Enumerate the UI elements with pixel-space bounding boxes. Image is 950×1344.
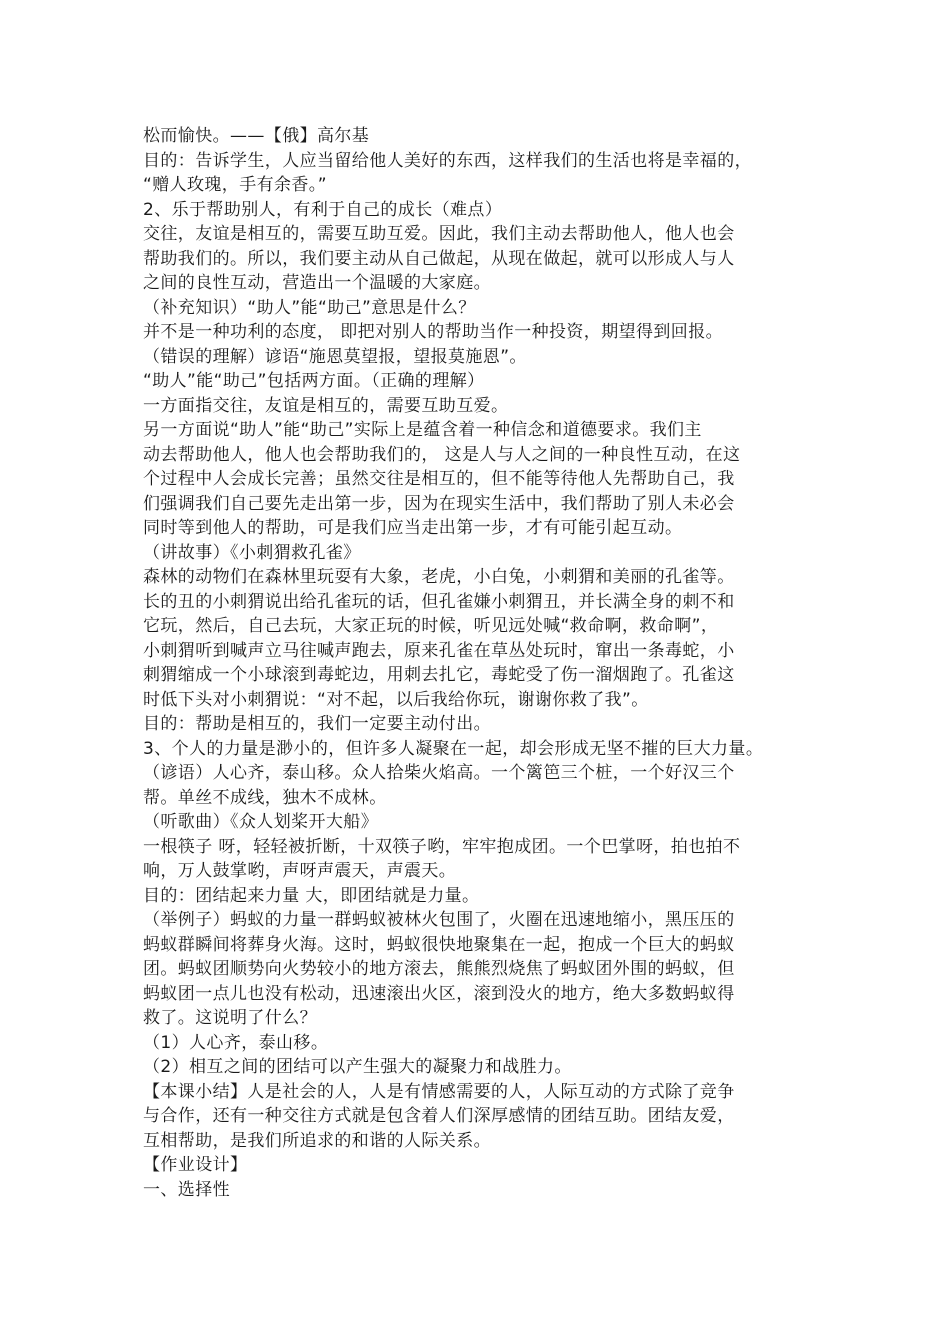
text-line: 森林的动物们在森林里玩耍有大象，老虎，小白兔，小刺猬和美丽的孔雀等。 [143, 567, 735, 587]
text-line: （听歌曲）《众人划桨开大船》 [143, 812, 379, 832]
text-line: （错误的理解）谚语“施恩莫望报，望报莫施恩”。 [143, 346, 527, 367]
text-line: 它玩，然后，自己去玩，大家正玩的时候，听见远处喊“救命啊，救命啊”， [143, 616, 719, 636]
text-line: （补充知识）“助人”能“助己”意思是什么？ [143, 297, 476, 318]
text-line: 交往，友谊是相互的，需要互助互爱。因此，我们主动去帮助他人，他人也会 [143, 224, 735, 244]
text-line: 松而愉快。——【俄】高尔基 [143, 126, 370, 146]
summary-line: 【本课小结】人是社会的人，人是有情感需要的人，人际互动的方式除了竞争 [143, 1081, 735, 1102]
text-line: 之间的良性互动，营造出一个温暖的大家庭。 [143, 273, 491, 293]
text-line: 动去帮助他人，他人也会帮助我们的， 这是人与人之间的一种良性互动，在这 [143, 444, 741, 465]
text-line: （讲故事）《小刺猬救孔雀》 [143, 542, 361, 563]
text-line: 并不是一种功利的态度， 即把对别人的帮助当作一种投资，期望得到回报。 [143, 322, 724, 342]
text-line: 目的：团结起来力量 大，即团结就是力量。 [143, 885, 480, 906]
list-item: （2）相互之间的团结可以产生强大的凝聚力和战胜力。 [143, 1057, 572, 1077]
text-line: （谚语）人心齐，泰山移。众人拾柴火焰高。一个篱笆三个桩，一个好汉三个 [143, 763, 735, 783]
section-heading: 3、个人的力量是渺小的，但许多人凝聚在一起，却会形成无坚不摧的巨大力量。 [143, 738, 764, 759]
text-line: 长的丑的小刺猬说出给孔雀玩的话，但孔雀嫌小刺猬丑，并长满全身的刺不和 [143, 591, 735, 612]
summary-line: 互相帮助，是我们所追求的和谐的人际关系。 [143, 1130, 491, 1151]
text-line: 帮。单丝不成线，独木不成林。 [143, 787, 387, 808]
text-line: 目的：告诉学生，人应当留给他人美好的东西，这样我们的生活也将是幸福的， [143, 150, 752, 171]
text-line: 一根筷子 呀，轻轻被折断，十双筷子哟，牢牢抱成团。一个巴掌呀，拍也拍不 [143, 836, 741, 857]
text-line: 另一方面说“助人”能“助己”实际上是蕴含着一种信念和道德要求。我们主 [143, 420, 702, 440]
text-line: 刺猬缩成一个小球滚到毒蛇边，用刺去扎它，毒蛇受了伤一溜烟跑了。孔雀这 [143, 665, 735, 685]
section-heading: 2、乐于帮助别人，有利于自己的成长（难点） [143, 199, 503, 220]
text-line: 一方面指交往，友谊是相互的，需要互助互爱。 [143, 395, 509, 416]
text-line: 蚂蚁团一点儿也没有松动，迅速滚出火区，滚到没火的地方，绝大多数蚂蚁得 [143, 983, 735, 1004]
text-line: 帮助我们的。所以，我们要主动从自己做起，从现在做起，就可以形成人与人 [143, 248, 735, 269]
text-line: 响，万人鼓掌哟，声呀声震天，声震天。 [143, 861, 457, 881]
text-line: 们强调我们自己要先走出第一步，因为在现实生活中，我们帮助了别人未必会 [143, 493, 735, 514]
text-line: 团。蚂蚁团顺势向火势较小的地方滚去，熊熊烈烧焦了蚂蚁团外围的蚂蚁，但 [143, 959, 735, 979]
summary-line: 与合作，还有一种交往方式就是包含着人们深厚感情的团结互助。团结友爱， [143, 1106, 735, 1126]
text-line: “助人”能“助己”包括两方面。（正确的理解） [143, 371, 485, 391]
text-line: 同时等到他人的帮助，可是我们应当走出第一步，才有可能引起互动。 [143, 518, 683, 538]
text-line: “赠人玫瑰，手有余香。” [143, 175, 327, 195]
text-line: 蚂蚁群瞬间将葬身火海。这时，蚂蚁很快地聚集在一起，抱成一个巨大的蚂蚁 [143, 934, 735, 955]
text-line: 救了。这说明了什么？ [143, 1008, 317, 1028]
document-body [143, 124, 823, 1202]
section-heading: 【作业设计】 [143, 1155, 248, 1175]
text-line: （举例子）蚂蚁的力量一群蚂蚁被林火包围了，火圈在迅速地缩小，黑压压的 [143, 910, 735, 930]
list-item: （1）人心齐，泰山移。 [143, 1032, 329, 1053]
text-line: 小刺猬听到喊声立马往喊声跑去，原来孔雀在草丛处玩时，窜出一条毒蛇，小 [143, 640, 735, 661]
text-line: 一、选择性 [143, 1179, 230, 1200]
text-line: 时低下头对小刺猬说：“对不起，以后我给你玩，谢谢你救了我”。 [143, 689, 649, 710]
text-line: 个过程中人会成长完善；虽然交往是相互的，但不能等待他人先帮助自己，我 [143, 469, 735, 489]
text-line: 目的：帮助是相互的，我们一定要主动付出。 [143, 714, 491, 734]
